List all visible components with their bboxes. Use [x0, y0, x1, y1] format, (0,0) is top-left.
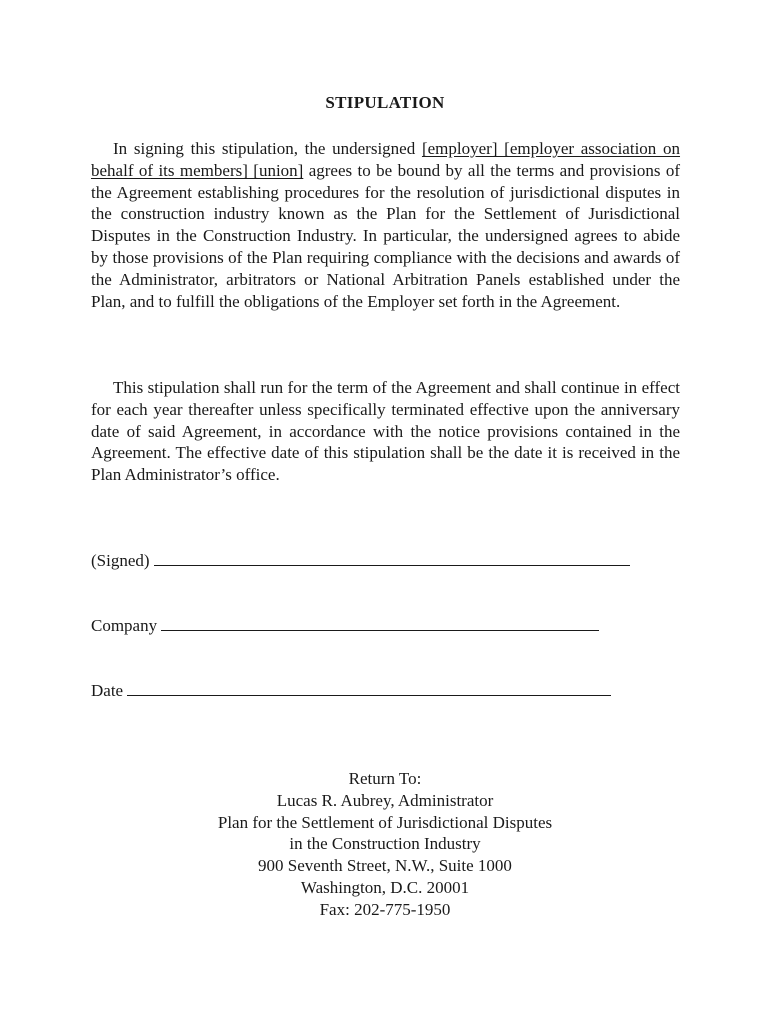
date-label: Date — [91, 681, 124, 700]
document-title: STIPULATION — [325, 93, 445, 112]
organization-line-1: Plan for the Settlement of Jurisdictional Disputes — [217, 812, 553, 832]
stipulation-paragraph-1 — [91, 138, 680, 312]
paragraph-1-intro: In signing this stipulation, the undersigned — [113, 139, 422, 158]
organization-line-2: in the Construction Industry — [289, 834, 481, 854]
stipulation-paragraph-2: This stipulation shall run for the term of the Agreement and shall continue in effect for each year thereafter unless specifically terminated effective upon the anniversary date of said Agreement, in accordance with the notice provisions contained in the Agreement. The effective date of this stipulation shall be the date it is received in the Plan Administrator’s office. — [91, 378, 680, 485]
party-options-underlined: [employer] [employer association on behalf of its members] [union] — [91, 139, 681, 180]
paragraph-1-body: agrees to be bound by all the terms and provisions of the Agreement establishing procedures for the resolution of jurisdictional disputes in the construction industry known as the Plan for the Settlement of Jurisdictional Disputes in the Construction Industry. In particular, the undersigned agrees to abide by those provisions of the Plan requiring compliance with the decisions and awards of the Administrator, arbitrators or National Arbitration Panels established under the Plan, and to fulfill the obligations of the Employer set forth in the Agreement. — [91, 160, 680, 311]
company-line[interactable] — [161, 616, 599, 631]
company-field — [91, 616, 599, 636]
signed-label: (Signed) — [91, 551, 150, 570]
street-address: 900 Seventh Street, N.W., Suite 1000 — [258, 856, 512, 876]
signed-line[interactable] — [154, 551, 630, 566]
date-line[interactable] — [127, 681, 611, 696]
return-address-block — [0, 768, 770, 921]
return-heading: Return To: — [348, 769, 422, 788]
company-label: Company — [91, 616, 158, 635]
date-field — [91, 681, 611, 701]
administrator-name: Lucas R. Aubrey, Administrator — [276, 790, 494, 810]
city-state-zip: Washington, D.C. 20001 — [300, 877, 470, 897]
fax-number: Fax: 202-775-1950 — [319, 899, 451, 919]
signed-field — [91, 551, 630, 571]
